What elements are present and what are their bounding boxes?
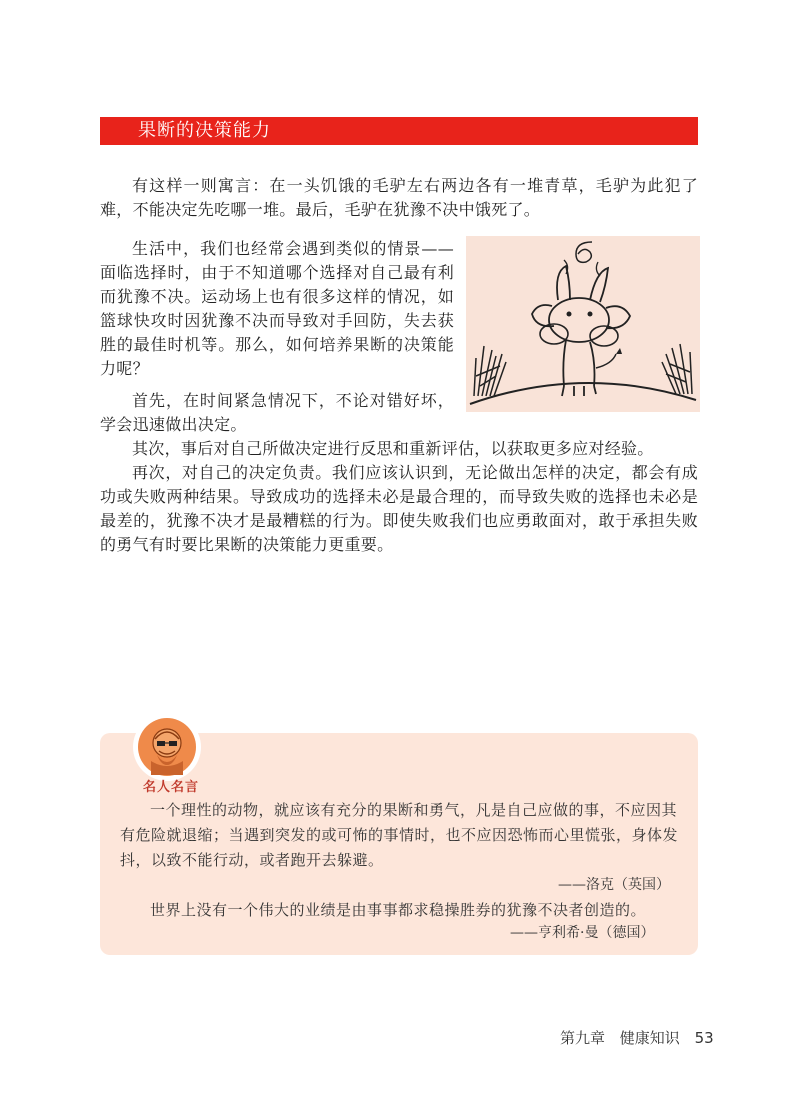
quote-locke-author: ——洛克（英国） bbox=[558, 877, 670, 893]
footer-chapter: 第九章 bbox=[560, 1029, 606, 1047]
right-grass-icon bbox=[662, 344, 692, 394]
quote-locke: 一个理性的动物，就应该有充分的果断和勇气，凡是自己应做的事，不应因其有危险就退缩；当遇到突发的或可怖的事情时，也不应因恐怖而心里慌张，身体发抖，以致不能行动，或者跑开去躲避。 bbox=[120, 801, 679, 869]
thinker-avatar-icon bbox=[137, 717, 197, 777]
left-grass-icon bbox=[474, 346, 506, 396]
quotes-label: 名人名言 bbox=[143, 780, 200, 795]
paragraph-life-situation: 生活中，我们也经常会遇到类似的情景——面临选择时，由于不知道哪个选择对自己最有利而犹豫不决。运动场上也有很多这样的情况，如篮球快攻时因犹豫不决而导致对手回防，失去获胜的最佳时机等。那么，如何培养果断的决策能力呢？ bbox=[100, 239, 454, 378]
paragraph-first: 首先，在时间紧急情况下，不论对错好坏，学会迅速做出决定。 bbox=[100, 391, 454, 434]
footer-section: 健康知识 bbox=[619, 1029, 680, 1047]
section-title: 果断的决策能力 bbox=[138, 120, 271, 141]
paragraph-fable: 有这样一则寓言：在一头饥饿的毛驴左右两边各有一堆青草，毛驴为此犯了难，不能决定先吃哪一堆。最后，毛驴在犹豫不决中饿死了。 bbox=[100, 176, 698, 219]
paragraph-second: 其次，事后对自己所做决定进行反思和重新评估，以获取更多应对经验。 bbox=[132, 439, 654, 458]
paragraph-third: 再次，对自己的决定负责。我们应该认识到，无论做出怎样的决定，都会有成功或失败两种结果。导致成功的选择未必是最合理的，而导致失败的选择也未必是最差的，犹豫不决才是最糟糕的行为。即使失败我们也应勇敢面对，敢于承担失败的勇气有时要比果断的决策能力更重要。 bbox=[100, 463, 698, 554]
quote-mann-author: ——亨利希·曼（德国） bbox=[510, 925, 655, 941]
donkey-drawing bbox=[466, 236, 700, 412]
page-footer bbox=[560, 1028, 714, 1048]
page-number: 53 bbox=[694, 1029, 714, 1047]
donkey-illustration bbox=[466, 236, 700, 412]
quote-mann: 世界上没有一个伟大的业绩是由事事都求稳操胜券的犹豫不决者创造的。 bbox=[150, 901, 647, 919]
